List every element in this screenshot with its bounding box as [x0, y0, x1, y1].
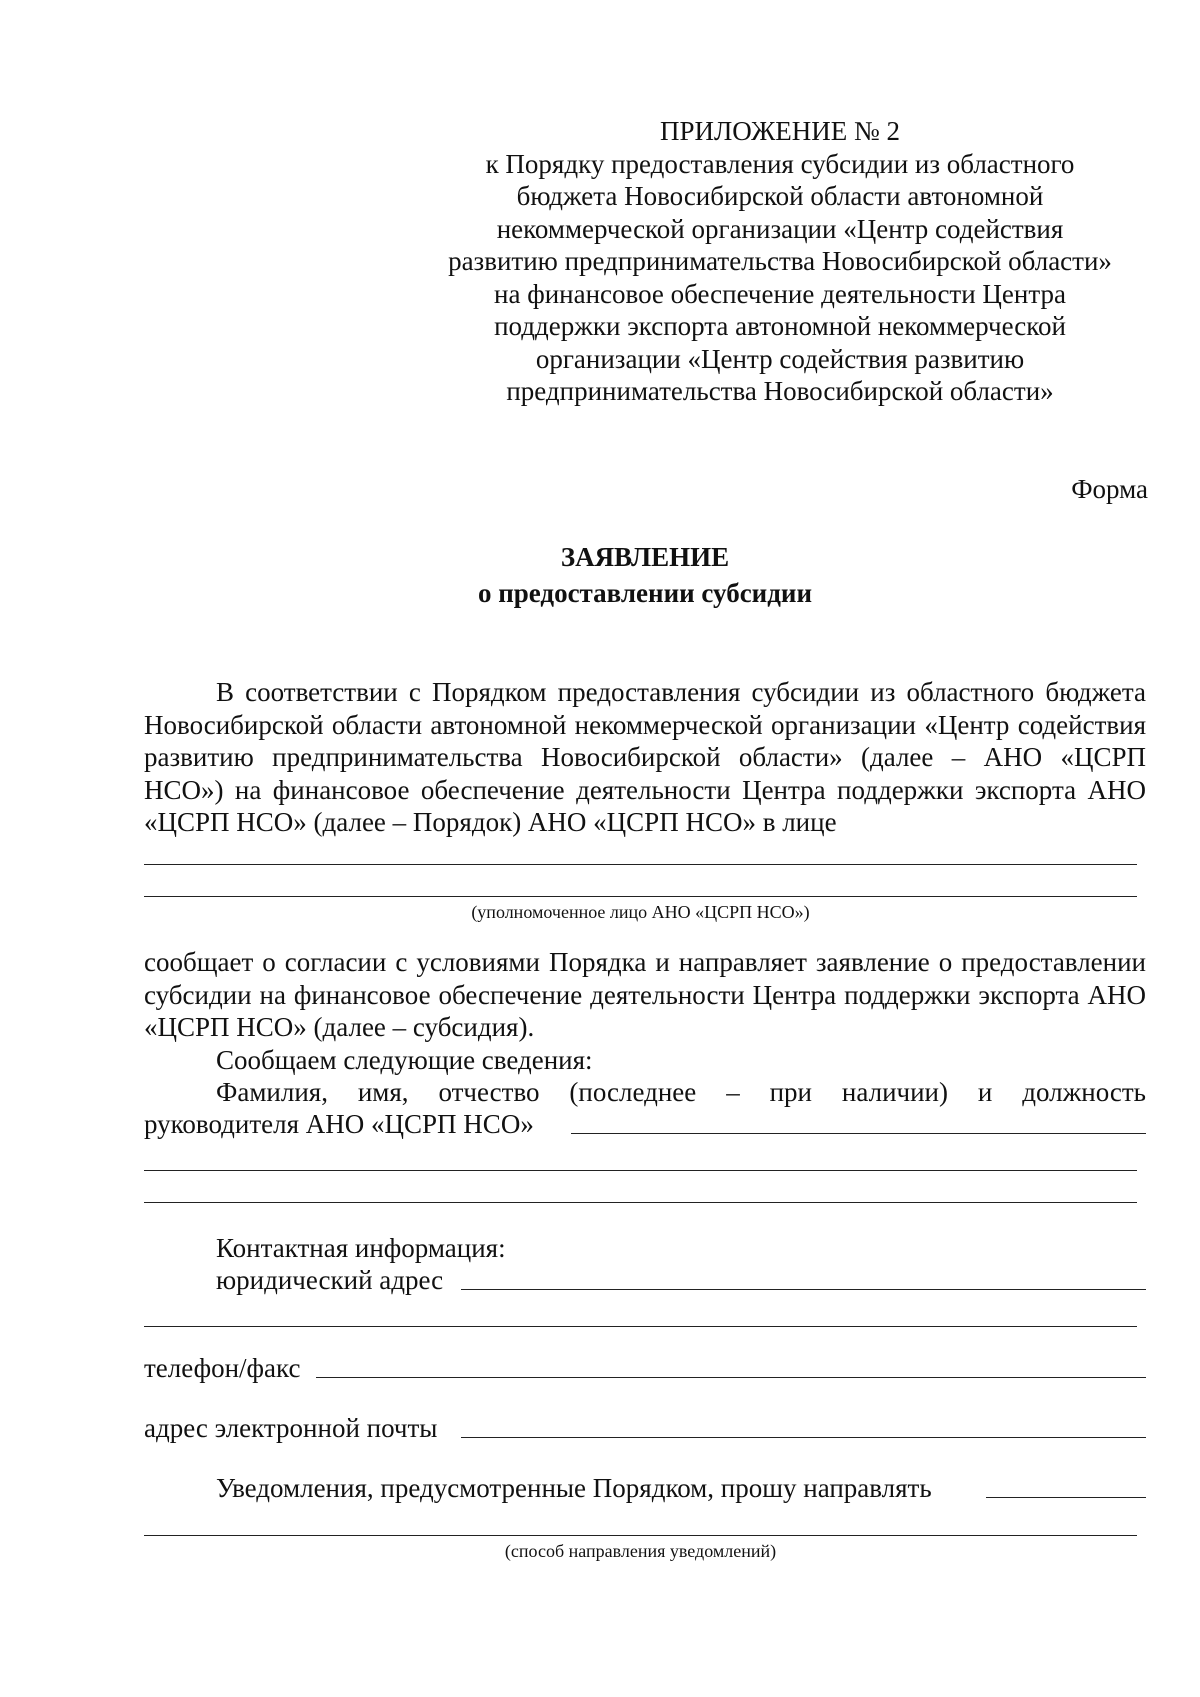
appendix-line: поддержки экспорта автономной некоммерческой [494, 311, 1066, 341]
authorized-person-field-line-2[interactable] [144, 896, 1137, 897]
authorized-person-caption: (уполномоченное лицо АНО «ЦСРП НСО») [471, 902, 810, 922]
notifications-label: Уведомления, предусмотренные Порядком, прошу направлять [216, 1473, 932, 1503]
head-fio-label-2: руководителя АНО «ЦСРП НСО» [144, 1109, 534, 1139]
form-label: Форма [1071, 474, 1148, 504]
email-field[interactable] [461, 1437, 1146, 1438]
appendix-line: на финансовое обеспечение деятельности Центра [494, 278, 1066, 309]
head-fio-field-line-2[interactable] [144, 1170, 1137, 1171]
appendix-line: предпринимательства Новосибирской области» [506, 376, 1054, 406]
notifications-field[interactable] [986, 1497, 1146, 1498]
head-fio-field[interactable] [571, 1133, 1146, 1134]
title-sub: о предоставлении субсидии [477, 578, 813, 608]
phone-fax-row [144, 1352, 1146, 1384]
notifications-field-line-2[interactable] [144, 1535, 1137, 1536]
appendix-line: развитию предпринимательства Новосибирской области» [448, 246, 1112, 276]
head-fio-label: Фамилия, имя, отчество (последнее – при наличии) и должность [216, 1077, 1146, 1107]
legal-address-field[interactable] [461, 1289, 1146, 1290]
legal-address-field-line-2[interactable] [144, 1326, 1137, 1327]
info-intro: Сообщаем следующие сведения: [216, 1045, 593, 1075]
email-label: адрес электронной почты [144, 1413, 438, 1443]
title-main: ЗАЯВЛЕНИЕ [560, 542, 730, 572]
consent-paragraph: сообщает о согласии с условиями Порядка и направляет заявление о предоставлении субсидии на финансовое обеспечение деятельности Центра поддержки экспорта АНО «ЦСРП НСО» (далее – субсидия). [144, 947, 1146, 1043]
appendix-line: к Порядку предоставления субсидии из областного [485, 148, 1075, 179]
appendix-line: организации «Центр содействия развитию [535, 343, 1025, 374]
intro-paragraph [144, 676, 1146, 839]
email-row [144, 1412, 1146, 1444]
legal-address-row [216, 1264, 1146, 1296]
authorized-person-field-line-1[interactable] [144, 864, 1137, 865]
notifications-row [216, 1472, 1146, 1504]
head-fio-line-1 [144, 1076, 1146, 1109]
head-fio-row [144, 1108, 1146, 1140]
head-fio-field-line-3[interactable] [144, 1202, 1137, 1203]
contacts-heading: Контактная информация: [216, 1233, 506, 1263]
notifications-caption: (способ направления уведомлений) [504, 1541, 777, 1561]
phone-fax-field[interactable] [316, 1377, 1146, 1378]
appendix-line: некоммерческой организации «Центр содействия [496, 213, 1064, 244]
legal-address-label: юридический адрес [216, 1265, 444, 1295]
intro-text: В соответствии с Порядком предоставления субсидии из областного бюджета Новосибирской области автономной некоммерческой организации «Центр содействия развитию предпринимательства Новосибирской области» (далее – АНО «ЦСРП НСО») на финансовое обеспечение деятельности Центра поддержки экспорта АНО «ЦСРП НСО» (далее – Порядок) АНО «ЦСРП НСО» в лице [144, 677, 1146, 838]
phone-fax-label: телефон/факс [144, 1353, 301, 1383]
appendix-title: ПРИЛОЖЕНИЕ № 2 [659, 116, 901, 146]
document-title [0, 539, 1200, 611]
appendix-header [420, 115, 1140, 408]
appendix-line: бюджета Новосибирской области автономной [516, 181, 1044, 211]
